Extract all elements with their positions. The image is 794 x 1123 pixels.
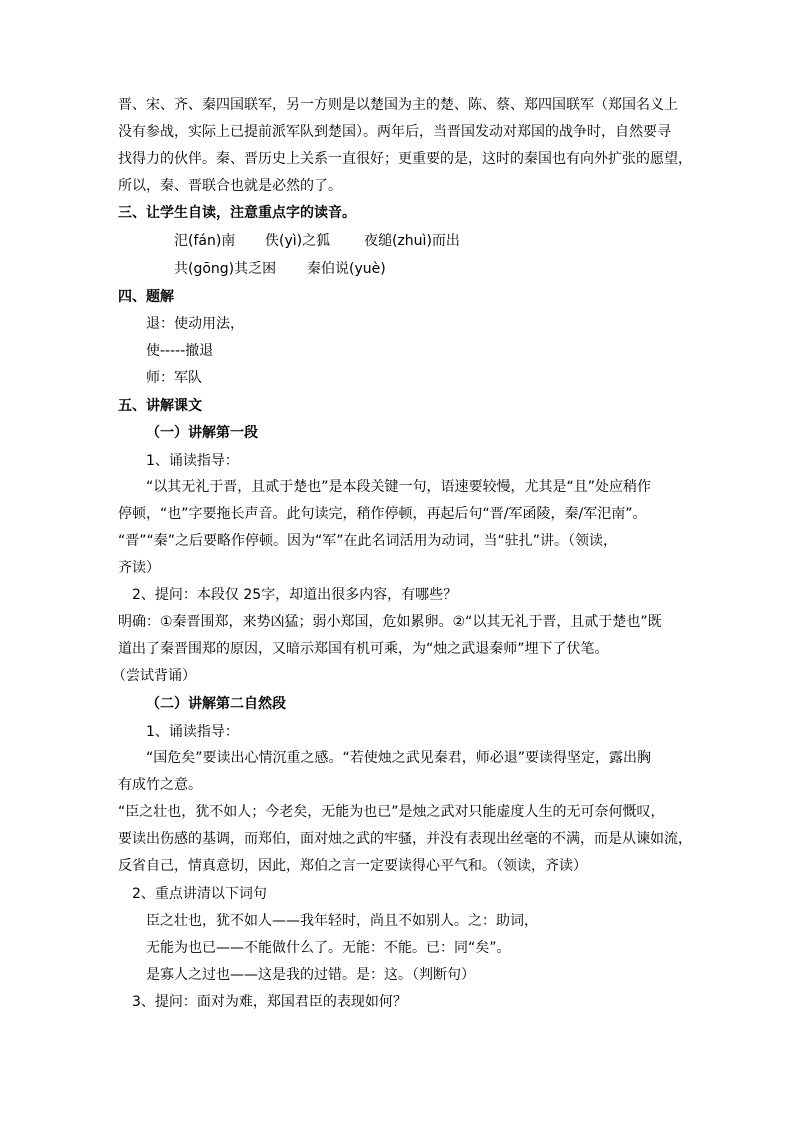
title-item: 使-----撤退 [146,343,214,359]
pronunciation-item: 汜(fán)南 [174,233,236,249]
subsection-1-heading: （一）讲解第一段 [146,425,258,441]
subsection-2-heading: （二）讲解第二自然段 [146,696,286,712]
sub2-text: 有成竹之意。 [118,777,202,793]
intro-line-4: 所以，秦、晋联合也就是必然的了。 [118,178,342,194]
sub1-text: “以其无礼于晋，且贰于楚也”是本段关键一句，语速要较慢，尤其是“且”处应稍作 [146,479,652,495]
sub2-text: “国危矣”要读出心情沉重之感。“若使烛之武见秦君，师必退”要读得坚定，露出胸 [146,750,652,766]
sub2-text: 无能为也已——不能做什么了。无能：不能。已：同“矣”。 [146,940,511,956]
sub2-text: “臣之壮也，犹不如人；今老矣，无能为也已”是烛之武对只能虚度人生的无可奈何慨叹， [118,804,665,820]
section-5-heading: 五、讲解课文 [118,398,202,414]
title-item: 退：使动用法， [146,316,244,332]
title-item: 师：军队 [146,370,202,386]
sub1-point-2-title: 2、提问：本段仅 25字，却道出很多内容，有哪些？ [132,587,458,603]
sub2-text: 要读出伤感的基调，而郑伯，面对烛之武的牢骚，并没有表现出丝毫的不满，而是从谏如流， [118,831,692,847]
sub1-text: 齐读） [118,560,160,576]
sub1-text: 道出了秦晋围郑的原因，又暗示郑国有机可乘，为“烛之武退秦师”埋下了伏笔。 [118,641,609,657]
sub2-text: 是寡人之过也——这是我的过错。是：这。（判断句） [146,967,475,983]
intro-line-1: 晋、宋、齐、秦四国联军，另一方则是以楚国为主的楚、陈、蔡、郑四国联军（郑国名义上 [118,97,678,113]
sub2-point-2-title: 2、重点讲清以下词句 [132,886,267,902]
pronunciation-item: 秦伯说(yuè) [307,261,386,277]
sub1-text: 停顿，“也”字要拖长声音。此句读完，稍作停顿，再起后句“晋/军函陵，秦/军汜南”。 [118,506,647,522]
sub2-text: 反省自己，情真意切，因此，郑伯之言一定要读得心平气和。（领读，齐读） [118,858,587,874]
intro-line-2: 没有参战，实际上已提前派军队到楚国）。两年后，当晋国发动对郑国的战争时，自然要寻 [118,124,671,140]
pronunciation-item: 夜缒(zhuì)而出 [364,233,460,249]
sub2-point-1-title: 1、诵读指导： [146,724,239,740]
section-4-heading: 四、题解 [118,289,174,305]
pronunciation-item: 共(gōng)其乏困 [174,261,277,277]
intro-line-3: 找得力的伙伴。秦、晋历史上关系一直很好；更重要的是，这时的秦国也有向外扩张的愿望， [118,151,692,167]
pronunciation-item: 佚(yì)之狐 [265,233,331,249]
sub1-text: （尝试背诵） [112,668,196,684]
section-3-heading: 三、让学生自读，注意重点字的读音。 [118,205,356,221]
sub1-text: “晋”“秦”之后要略作停顿。因为“军”在此名词活用为动词，当“驻扎”讲。（领读， [118,533,618,549]
sub2-text: 臣之壮也，犹不如人——我年轻时，尚且不如别人。之：助词， [146,913,538,929]
sub2-point-3-title: 3、提问：面对为难，郑国君臣的表现如何？ [132,994,407,1010]
sub1-text: 明确：①秦晋围郑，来势凶猛；弱小郑国，危如累卵。②“以其无礼于晋，且贰于楚也”既 [118,614,662,630]
sub1-point-1-title: 1、诵读指导： [146,453,239,469]
